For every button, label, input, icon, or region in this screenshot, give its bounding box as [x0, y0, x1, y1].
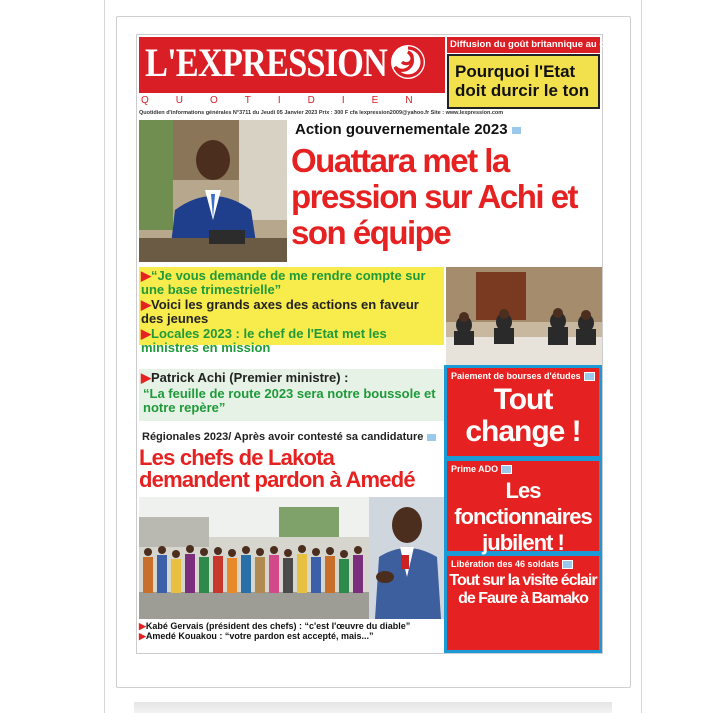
bullet-item[interactable]: ▶Voici les grands axes des actions en faveur des jeunes — [141, 297, 419, 326]
side-story-kicker: Paiement de bourses d'études — [447, 368, 599, 381]
main-story-kicker: Action gouvernementale 2023 — [295, 121, 522, 138]
side-stories-column — [444, 365, 602, 653]
side-story-kicker: Libération des 46 soldats — [447, 556, 599, 569]
flag-icon — [511, 126, 522, 135]
flag-icon — [426, 433, 437, 442]
photo-captions — [139, 621, 444, 641]
flag-icon — [562, 560, 573, 569]
side-story[interactable] — [447, 556, 599, 650]
quote-attribution: ▶Patrick Achi (Premier ministre) : — [141, 370, 349, 385]
masthead-swirl-logo — [389, 43, 427, 81]
newspaper-front-page[interactable] — [136, 34, 665, 654]
flag-icon — [501, 465, 512, 474]
regional-story-headline[interactable]: Les chefs de Lakota demandent pardon à Amedé — [139, 445, 415, 492]
masthead-subtitle: QUOTIDIEN — [141, 95, 440, 106]
side-story-headline: Tout change ! — [465, 383, 581, 449]
bullet-item[interactable]: ▶“Je vous demande de me rendre compte sur une base trimestrielle” — [141, 268, 426, 297]
main-story-headline[interactable]: Ouattara met la pression sur Achi et son équipe — [291, 142, 578, 251]
publication-info-line: Quotidien d'informations générales N°3711 du Jeudi 05 Janvier 2023 Prix : 300 F cfa lexpression2009@yahoo.fr Site : www.lexpression.com — [139, 110, 504, 116]
left-border-line — [104, 0, 105, 713]
next-item-preview — [134, 702, 612, 713]
chiefs-gathering-photo — [139, 497, 444, 619]
bullets-box — [139, 267, 444, 355]
right-border-line — [641, 0, 642, 713]
side-story[interactable] — [447, 368, 599, 456]
side-story-headline: Les fonctionnaires jubilent ! — [454, 478, 592, 556]
top-story-kicker: Diffusion du goût britannique au cantonnement — [447, 37, 600, 53]
top-story-headline[interactable]: Pourquoi l'Etat doit durcir le ton — [447, 54, 600, 109]
side-story-kicker: Prime ADO — [447, 461, 599, 474]
side-story-headline: Tout sur la visite éclair de Faure à Bamako — [449, 572, 597, 608]
quote-box[interactable] — [139, 369, 444, 421]
caption-line: ▶Amedé Kouakou : “votre pardon est accepté, mais...” — [139, 631, 374, 641]
masthead-title: L'EXPRESSION — [145, 40, 388, 85]
side-story[interactable] — [447, 461, 599, 556]
masthead-banner — [139, 37, 445, 93]
quote-text: “La feuille de route 2023 sera notre boussole et notre repère” — [143, 386, 436, 415]
council-meeting-photo — [446, 267, 602, 367]
regional-story-kicker: Régionales 2023/ Après avoir contesté sa candidature — [139, 427, 447, 447]
bullet-item[interactable]: ▶Locales 2023 : le chef de l'Etat met les ministres en mission — [141, 326, 387, 355]
president-photo — [139, 120, 287, 262]
caption-line: ▶Kabé Gervais (président des chefs) : “c'est l'œuvre du diable” — [139, 621, 411, 631]
flag-icon — [584, 372, 595, 381]
